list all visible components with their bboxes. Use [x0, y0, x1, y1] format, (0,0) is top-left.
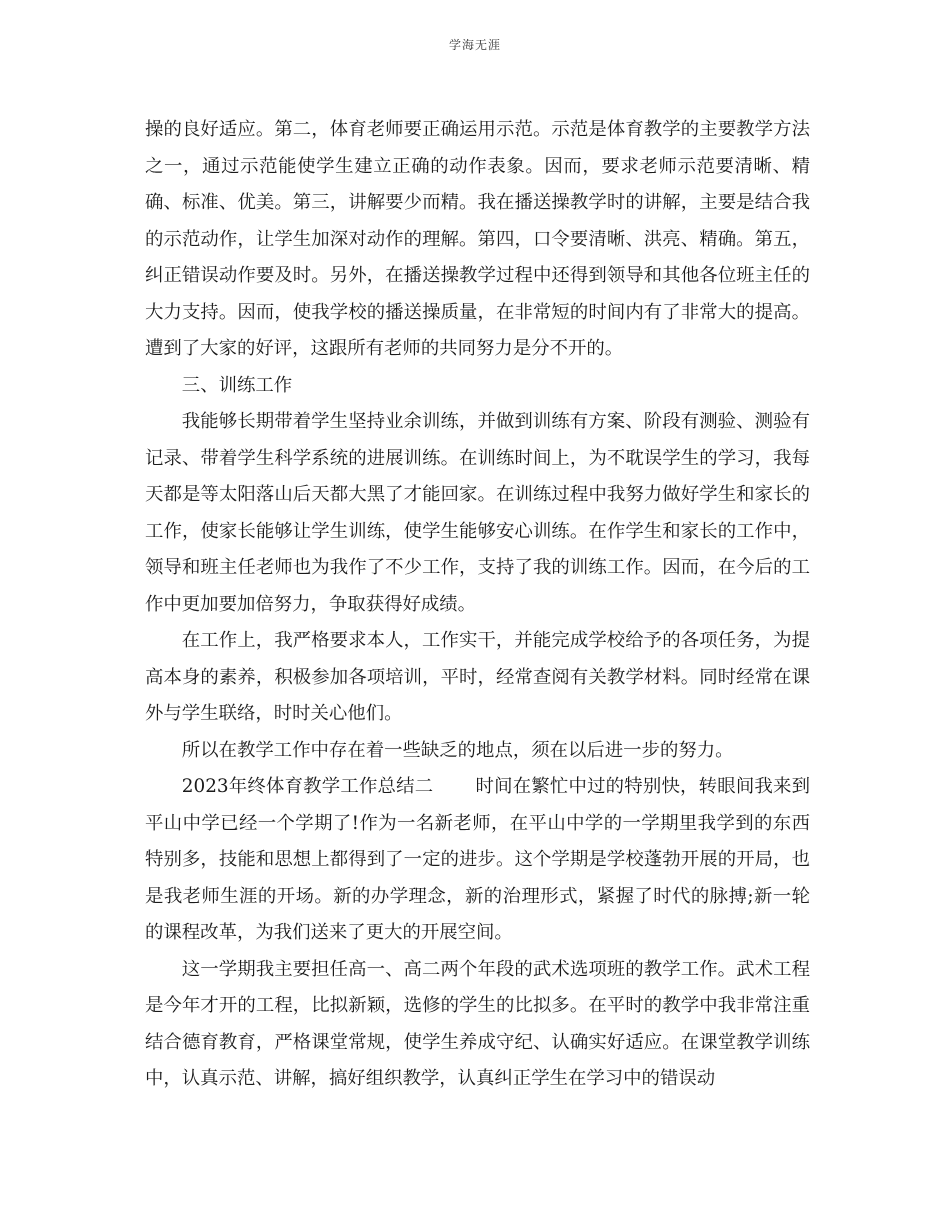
- page-header: 学海无涯: [448, 38, 501, 52]
- section-heading-training: 三、训练工作: [181, 374, 293, 396]
- paragraph-work-attitude: 在工作上，我严格要求本人，工作实干，并能完成学校给予的各项任务，为提高本身的素养，积极参加各项培训，平时，经常查阅有关教学材料。同时经常在课外与学生联络，时时关心他们。: [145, 630, 810, 724]
- paragraph-summary-two: [145, 769, 810, 952]
- paragraph-training: 我能够长期带着学生坚持业余训练，并做到训练有方案、阶段有测验、测验有记录、带着学生科学系统的进展训练。在训练时间上，为不耽误学生的学习，我每天都是等太阳落山后天都大黑了才能回家。在训练过程中我努力做好学生和家长的工作，使家长能够让学生训练，使学生能够安心训练。在作学生和家长的工作中，领导和班主任老师也为我作了不少工作，支持了我的训练工作。因而，在今后的工作中更加要加倍努力，争取获得好成绩。: [145, 411, 810, 615]
- paragraph-continuation: 操的良好适应。第二，体育老师要正确运用示范。示范是体育教学的主要教学方法之一，通过示范能使学生建立正确的动作表象。因而，要求老师示范要清晰、精确、标准、优美。第三，讲解要少而精。我在播送操教学时的讲解，主要是结合我的示范动作，让学生加深对动作的理解。第四，口令要清晰、洪亮、精确。第五，纠正错误动作要及时。另外，在播送操教学过程中还得到领导和其他各位班主任的大力支持。因而，使我学校的播送操质量，在非常短的时间内有了非常大的提高。遭到了大家的好评，这跟所有老师的共同努力是分不开的。: [145, 119, 810, 359]
- paragraph-martial-arts: 这一学期我主要担任高一、高二两个年段的武术选项班的教学工作。武术工程是今年才开的工程，比拟新颖，选修的学生的比拟多。在平时的教学中我非常注重结合德育教育，严格课堂常规，使学生养成守纪、认确实好适应。在课堂教学训练中，认真示范、讲解，搞好组织教学，认真纠正学生在学习中的错误动: [145, 958, 810, 1089]
- summary-two-heading: 2023年终体育教学工作总结二: [181, 776, 434, 797]
- paragraph-shortcomings: 所以在教学工作中存在着一些缺乏的地点，须在以后进一步的努力。: [181, 739, 734, 761]
- summary-two-text: 时间在繁忙中过的特别快，转眼间我来到平山中学已经一个学期了!作为一名新老师，在平山中学的一学期里我学到的东西特别多，技能和思想上都得到了一定的进步。这个学期是学校蓬勃开展的开局，也是我老师生涯的开场。新的办学理念，新的治理形式，紧握了时代的脉搏;新一轮的课程改革，为我们送来了更大的开展空间。: [145, 776, 810, 943]
- document-body: [145, 112, 810, 1098]
